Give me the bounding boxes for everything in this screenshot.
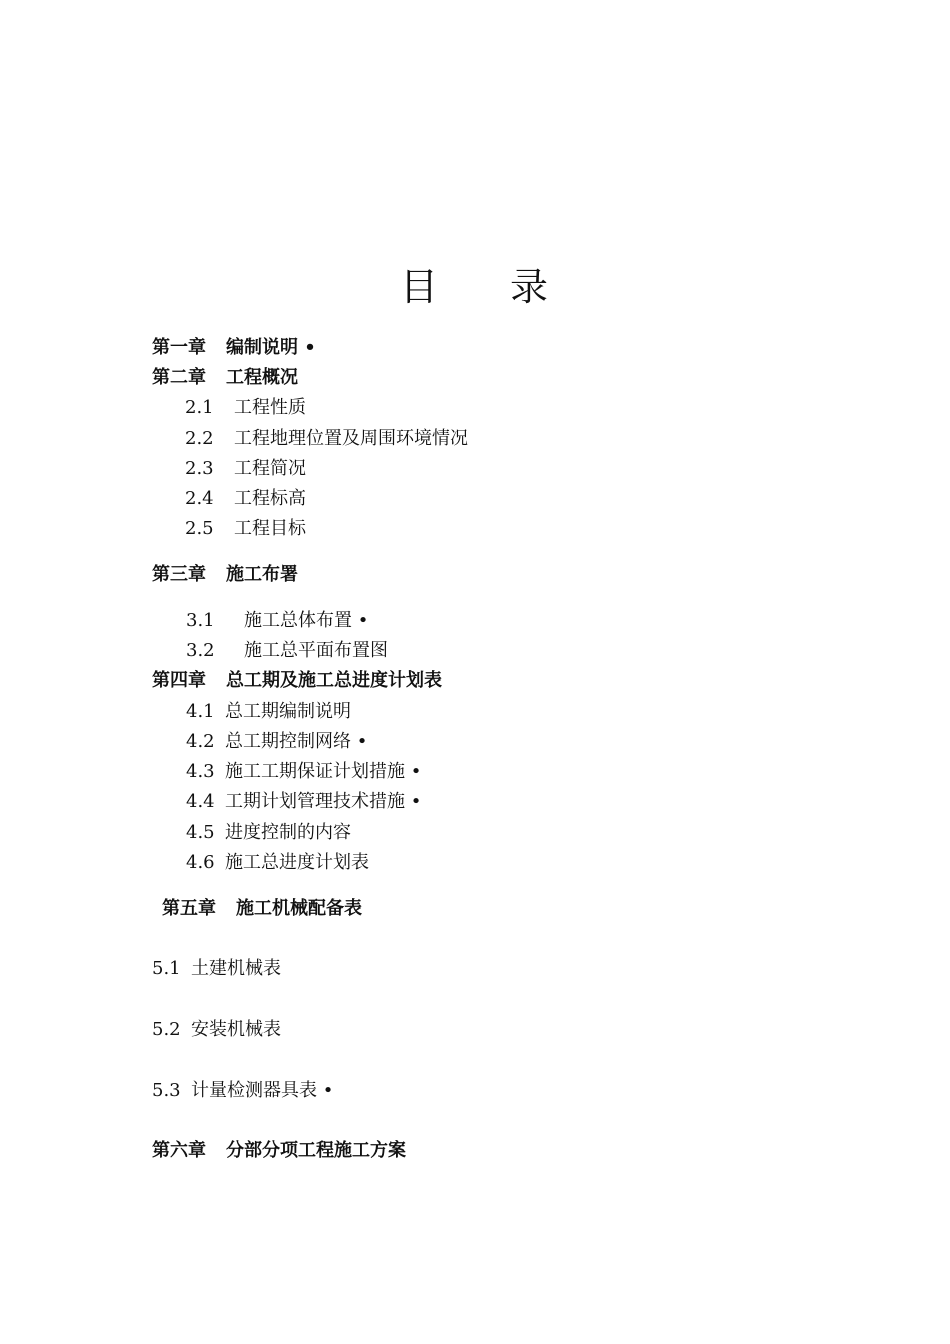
chapter-label: 第六章 (152, 1140, 206, 1161)
section-title: 工程地理位置及周围环境情况 (234, 428, 468, 449)
section-number: 4.3 (186, 761, 215, 782)
title-char-1: 目 (399, 265, 440, 309)
section-title: 施工工期保证计划措施 • (225, 761, 422, 782)
toc-section-4-2[interactable] (186, 730, 367, 754)
section-title: 工程目标 (234, 518, 306, 539)
section-number: 2.5 (185, 518, 214, 539)
toc-chapter-4[interactable] (152, 669, 442, 693)
toc-section-3-2[interactable] (186, 639, 388, 663)
toc-section-5-1[interactable] (152, 957, 281, 981)
toc-section-2-1[interactable] (185, 396, 306, 420)
chapter-title: 编制说明 • (226, 337, 316, 358)
toc-chapter-2[interactable] (152, 366, 298, 390)
toc-section-2-5[interactable] (185, 517, 306, 541)
toc-section-2-2[interactable] (185, 427, 468, 451)
chapter-label: 第五章 (162, 898, 216, 919)
chapter-title: 施工机械配备表 (236, 898, 362, 919)
section-number: 4.1 (186, 701, 215, 722)
toc-section-4-3[interactable] (186, 760, 421, 784)
section-number: 4.5 (186, 822, 215, 843)
section-title: 工程标高 (234, 488, 306, 509)
page-title (0, 262, 950, 312)
toc-section-2-4[interactable] (185, 487, 306, 511)
chapter-title: 总工期及施工总进度计划表 (226, 670, 442, 691)
section-title: 安装机械表 (191, 1019, 281, 1040)
toc-section-3-1[interactable] (186, 609, 368, 633)
section-number: 3.1 (186, 610, 215, 631)
title-char-2: 录 (510, 265, 551, 309)
section-number: 5.1 (152, 958, 181, 979)
section-number: 4.2 (186, 731, 215, 752)
section-number: 4.6 (186, 852, 215, 873)
toc-chapter-5[interactable] (162, 897, 362, 921)
section-title: 工期计划管理技术措施 • (225, 791, 422, 812)
section-title: 施工总平面布置图 (244, 640, 388, 661)
chapter-label: 第一章 (152, 337, 206, 358)
toc-section-2-3[interactable] (185, 457, 306, 481)
toc-chapter-3[interactable] (152, 563, 298, 587)
toc-section-5-2[interactable] (152, 1018, 281, 1042)
section-title: 工程性质 (234, 397, 306, 418)
toc-section-4-1[interactable] (186, 700, 351, 724)
section-number: 2.3 (185, 458, 214, 479)
chapter-title: 施工布署 (226, 564, 298, 585)
section-number: 5.2 (152, 1019, 181, 1040)
toc-section-4-6[interactable] (186, 851, 369, 875)
chapter-title: 分部分项工程施工方案 (226, 1140, 406, 1161)
toc-chapter-1[interactable] (152, 336, 316, 360)
section-number: 2.4 (185, 488, 214, 509)
chapter-label: 第三章 (152, 564, 206, 585)
section-number: 3.2 (186, 640, 215, 661)
toc-section-4-5[interactable] (186, 821, 351, 845)
chapter-label: 第二章 (152, 367, 206, 388)
section-title: 施工总进度计划表 (225, 852, 369, 873)
section-title: 总工期控制网络 • (225, 731, 368, 752)
section-title: 土建机械表 (191, 958, 281, 979)
section-number: 2.2 (185, 428, 214, 449)
chapter-label: 第四章 (152, 670, 206, 691)
toc-chapter-6[interactable] (152, 1139, 406, 1163)
section-title: 计量检测器具表 • (191, 1080, 334, 1101)
section-number: 5.3 (152, 1080, 181, 1101)
section-title: 工程简况 (234, 458, 306, 479)
toc-section-5-3[interactable] (152, 1079, 333, 1103)
chapter-title: 工程概况 (226, 367, 298, 388)
section-title: 施工总体布置 • (244, 610, 369, 631)
section-title: 总工期编制说明 (225, 701, 351, 722)
section-title: 进度控制的内容 (225, 822, 351, 843)
section-number: 4.4 (186, 791, 215, 812)
section-number: 2.1 (185, 397, 214, 418)
toc-section-4-4[interactable] (186, 790, 421, 814)
